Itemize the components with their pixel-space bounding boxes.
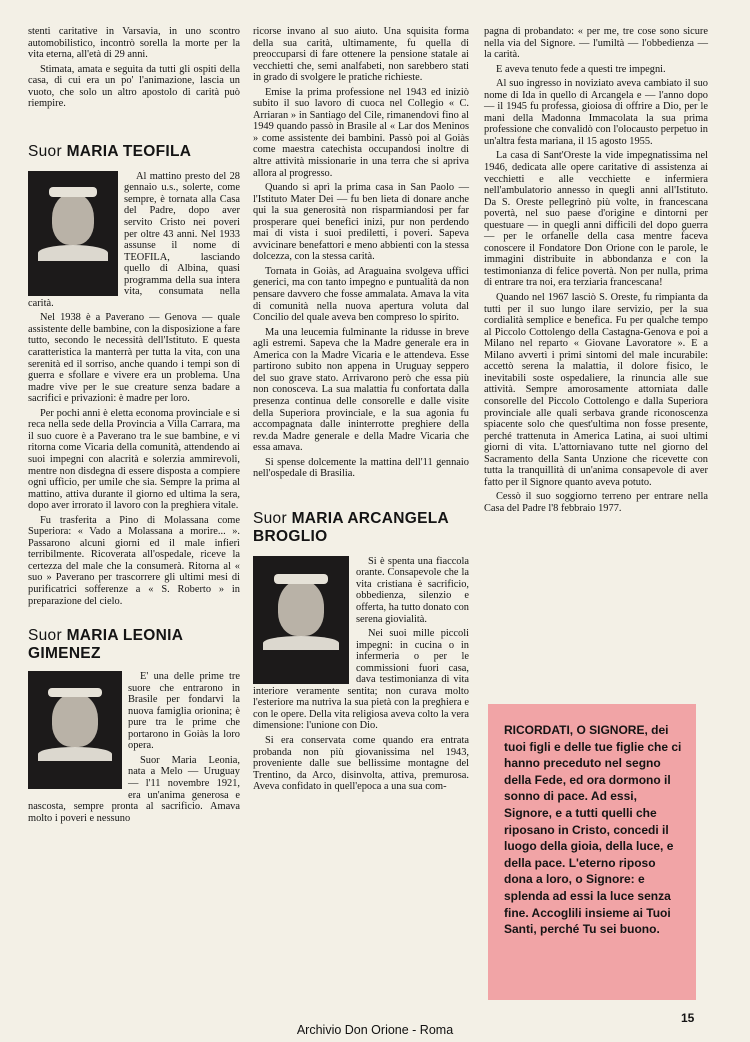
- paragraph: La casa di Sant'Oreste la vide impegnatissima nel 1946, dedicata alle opere caritative di assistenza ai vecchietti e alle vecchiette e infermiera nell'ambulatorio annesso in quegli anni all'Istituto. Da S. Oreste pellegrinò più volte, in francescana povertà, nel suo paese d'origine e dintorni per questuare — in quegli anni difficili del dopo guerra — per le orfanelle della casa mentre faceva conoscere il Fondatore Don Orione con le parole, le immagini distribuite in abbondanza e con la testimonianza di felice povertà. Non per nulla, prima di entrare tra noi, era terziaria francescana!: [484, 150, 708, 289]
- paragraph: Nei suoi mille piccoli impegni: in cucina o in infermeria o per le commissioni fuori casa, dava testimonianza di vita interiore veramente sentita; non curava molto l'esteriore ma nutriva la sua pietà con la preghiera e con le opere. Della vita religiosa aveva colto la vera dimensione: l'unione con Dio.: [253, 628, 469, 732]
- paragraph: Si spense dolcemente la mattina dell'11 gennaio nell'ospedale di Brasilia.: [253, 456, 469, 480]
- paragraph: Fu trasferita a Pino di Molassana come Superiora: « Vado a Molassana a morire... ». Passarono alcuni giorni ed il male infierì terribilmente. Ricoverata all'ospedale, riceve la certezza del male che la consumerà. Ritorna al « suo » Paverano per trascorrere gli ultimi mesi di purificatrici sofferenze a « S. Roberto » in preparazione del cielo.: [28, 514, 240, 607]
- paragraph: ricorse invano al suo aiuto. Una squisita forma della sua carità, ultimamente, fu quella di preoccuparsi di fare ottenere la pensione statale ai vecchietti che, semi analfabeti, non sarebbero stati in grado di svolgere le pratiche richieste.: [253, 26, 469, 84]
- paragraph: Al suo ingresso in noviziato aveva cambiato il suo nome di Ida in quello di Arcangela e — l'anno dopo — il 1945 fu professa, gioiosa di offrire a Dio, per le mani della Madonna Immacolata la sua prima professione che convalidò con l'olocausto perpetuo in un'altra festa mariana, il 15 agosto 1955.: [484, 78, 708, 147]
- paragraph: Si era conservata come quando era entrata probanda non più giovanissima nel 1943, proveniente dalle sue bellissime montagne del Trentino, da Arco, disinvolta, attiva, premurosa. Aveva confidato in quell'epoca a una sua com-: [253, 734, 469, 793]
- paragraph: Ma una leucemia fulminante la ridusse in breve agli estremi. Sapeva che la Madre generale era in America con la Madre Vicaria e le attendeva. Esse partirono subito non appena in Uruguay seppero del suo grave stato. Arrivarono però che essa più non conosceva. La sua malattia fu confortata dalla presenza continua delle consorelle e dalle visite della Superiora provinciale, e la sua agonia fu accompagnata dalle ininterrotte preghiere della rev.da Madre generale e della Madre Vicaria che essa amava.: [253, 326, 469, 454]
- photo-teofila: [28, 171, 118, 296]
- paragraph: pagna di probandato: « per me, tre cose sono sicure nella via del Signore. — l'umiltà — l'obbedienza — la carità.: [484, 26, 708, 61]
- paragraph: Tornata in Goiàs, ad Araguaina svolgeva uffici generici, ma con tanto impegno e puntualità da non pensare davvero che fosse ammalata. Amava la vita di comunità nella nuova apertura voluta dal Concilio del quale aveva ben compreso lo spirito.: [253, 265, 469, 324]
- page-number: 15: [681, 1011, 695, 1025]
- paragraph: E' una delle prime tre suore che entrarono in Brasile per fondarvi la nuova famiglia orionina; è pure tra le prime che portarono in Goiàs la loro opera.: [128, 671, 240, 752]
- section-title-leonia: Suor MARIA LEONIA GIMENEZ: [28, 627, 184, 663]
- paragraph: Stimata, amata e seguita da tutti gli ospiti della casa, di cui era un po' l'animazione, lascia un vuoto, che solo un altro apostolo di carità può riempire.: [28, 63, 240, 110]
- archive-footer: Archivio Don Orione - Roma: [296, 1023, 454, 1037]
- paragraph: Nel 1938 è a Paverano — Genova — quale assistente delle bambine, con la disposizione a fare tutto, secondo le necessità dell'Istituto. E questa caratteristica la manterrà per tutta la vita, con una serenità ed il sorriso, anche quando i tempi son di guerra e sfollare e vivere era un problema. Una madre vive per le sue creature senza badare a sacrifici e privazioni: è madre per loro.: [28, 312, 240, 405]
- paragraph: Emise la prima professione nel 1943 ed iniziò subito il suo lavoro di cuoca nel Collegio « C. Arriaran » in Santiago del Cile, rimanendovi fino al 1949 quando passò in Brasile al « Lar dos Meninos » come assistente dei bambini. Passò poi al Goiàs come maestra catechista occupandosi inoltre di altre attività missionarie in una terra che si apriva allora al progresso.: [253, 86, 469, 179]
- column-3: [484, 26, 708, 517]
- paragraph: Quando si aprì la prima casa in San Paolo — l'Istituto Mater Dei — fu ben lieta di donare anche qui la sua generosità non risparmiandosi per far prosperare quei benefici inizi, pur non perdendo mai di vista i suoi prediletti, i poveri. Sapeva avvicinare benefattori e meno abbienti con la stessa dolcezza, con la stessa carità.: [253, 182, 469, 263]
- paragraph: Per pochi anni è eletta economa provinciale e si reca nella sede della Provincia a Villa Carrara, ma il suo cuore è a Paverano tra le sue bambine, e vi ritorna come Vicaria della comunità, attendendo ai suoi impegni con alacrità e solerzia ammirevoli, mentre non disdegna di essere disposta a compiere ogni ufficio, per umile che sia. Sempre la prima al mattino, attiva durante il giorno ed ultima la sera, dopo aver irrorato il lavoro con la preghiera vitale.: [28, 407, 240, 512]
- column-1: [28, 26, 240, 827]
- paragraph: Al mattino presto del 28 gennaio u.s., solerte, come sempre, è tornata alla Casa del Padre, dopo aver servito Cristo nei poveri per oltre 43 anni. Nel 1933 assunse il nome di TEOFILA, lasciando quello di Albina, quasi programma della sua intera vita, consumata nella carità.: [28, 170, 240, 309]
- column-2: [253, 26, 469, 796]
- paragraph: stenti caritative in Varsavia, in uno scontro automobilistico, incontrò sorella la morte per la vita eterna, all'età di 29 anni.: [28, 26, 240, 61]
- paragraph: Quando nel 1967 lasciò S. Oreste, fu rimpianta da tutti per il suo lungo ilare servizio, per la sua cordialità semplice e benefica. Fu per qualche tempo al Piccolo Cottolengo della Castagna-Genova e poi a Milano nel reparto « Giovane Lavoratore ». E a Milano avvertì i primi sintomi del male incurabile: accettò serena la malattia, il dolore fisico, le inevitabili soste ospedaliere, la rinuncia alle sue attività. Sempre amorosamente attorniata dalle consorelle del Piccolo Cottolengo e dalla Superiora provinciale alle quali serbava grande riconoscenza spiacente solo che quest'ultima non fosse presente, perché trattenuta in America Latina, ai suoi ultimi giorni di vita. L'attorniavano tutte nel giorno del Sacramento della Santa Unzione che ricevette con tutta la tranquillità di un'anima consapevole di aver fatto per il Signore quanto aveva potuto.: [484, 292, 708, 488]
- paragraph: Si è spenta una fiaccola orante. Consapevole che la vita cristiana è sacrificio, obbedienza, silenzio e offerta, ha tutto donato con serena giovialità.: [356, 555, 469, 625]
- paragraph: Suor Maria Leonia, nata a Melo — Uruguay — l'11 novembre 1921, era un'anima generosa e nascosta, sempre pronta al sacrificio. Amava molto i poveri e nessuno: [28, 754, 240, 824]
- paragraph: E aveva tenuto fede a questi tre impegni.: [496, 63, 666, 75]
- section-title-teofila: Suor MARIA TEOFILA: [28, 142, 192, 160]
- prayer-text: RICORDATI, O SIGNORE, dei tuoi figli e delle tue figlie che ci hanno preceduto nel segno della Fede, ed ora dormono il sonno di pace. Ad essi, Signore, e a tutti quelli che riposano in Cristo, concedi il luogo della gioia, della luce, e della pace. L'eterno riposo dona a loro, o Signore: e splenda ad essi la luce senza fine. Accoglili insieme ai Tuoi Santi, perché Tu sei buono.: [504, 723, 682, 937]
- paragraph: Cessò il suo soggiorno terreno per entrare nella Casa del Padre l'8 febbraio 1977.: [484, 491, 708, 514]
- prayer-box: [488, 704, 696, 1000]
- photo-arcangela: [253, 556, 349, 684]
- photo-leonia: [28, 671, 122, 789]
- section-title-arcangela: Suor MARIA ARCANGELA BROGLIO: [253, 509, 450, 545]
